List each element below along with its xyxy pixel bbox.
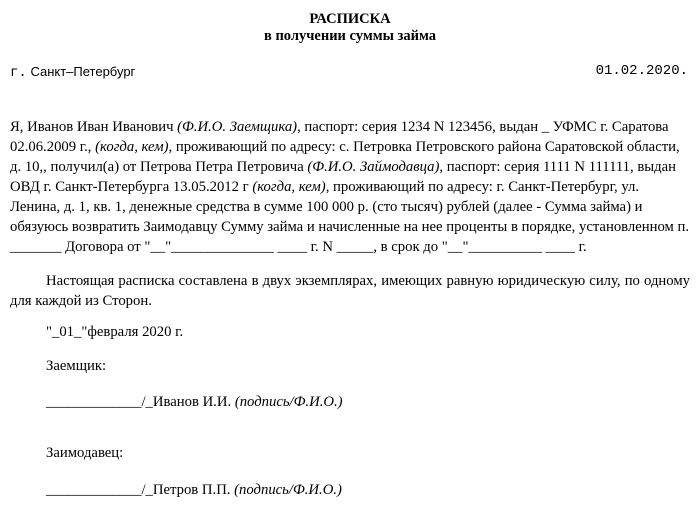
borrower-label: Заемщик:	[46, 358, 107, 374]
lender-signature: _____________/_Петров П.П.	[46, 482, 235, 498]
borrower-signature-hint: (подпись/Ф.И.О.)	[234, 394, 343, 410]
p1-part-e: , проживающий по адресу: г. Санкт-Петербург, ул. Ленина, д. 1, кв. 1, денежные средства в сумме 100 000 р. (сто тысяч) рублей (далее - Сумма займа) и обязуюсь возвратить Заимодавцу Сумму займа и начисленные на нее проценты в порядке, установленном п. _______ Договора от "__"______________ ____ г. N _____, в срок до "__"__________ ____ г.	[10, 179, 690, 255]
p1-part-d: , паспорт: серия 1111 N 111111, выдан ОВД г. Санкт-Петербурга 13.05.2012 г	[10, 159, 677, 195]
city-line	[10, 64, 135, 81]
borrower-signature: _____________/_Иванов И.И.	[46, 394, 235, 410]
lender-label: Заимодавец:	[46, 445, 124, 461]
hint-when-1: (когда, кем)	[95, 139, 169, 155]
document-date: 01.02.2020.	[595, 63, 688, 79]
city-name: Санкт–Петербург	[30, 64, 136, 79]
copies-paragraph: Настоящая расписка составлена в двух экземплярах, имеющих равную юридическую силу, по одному для каждой из Сторон.	[10, 273, 690, 309]
main-paragraph	[10, 117, 690, 257]
p1-part-b: , паспорт: серия 1234 N 123456, выдан _ УФМС г. Саратова 02.06.2009 г.,	[10, 119, 669, 155]
lender-signature-line	[46, 481, 342, 499]
hint-lender: (Ф.И.О. Займодавца)	[307, 159, 440, 175]
p1-part-c: , проживающий по адресу: с. Петровка Петровского района Саратовской области, д. 10,, получил(а) от Петрова Петра Петровича	[10, 139, 680, 175]
hint-borrower: (Ф.И.О. Заемщика)	[177, 119, 298, 135]
document-title: РАСПИСКА	[309, 11, 391, 27]
city-prefix: г.	[10, 65, 27, 81]
lender-signature-hint: (подпись/Ф.И.О.)	[234, 482, 342, 498]
signing-date: "_01_"февраля 2020 г.	[46, 324, 184, 340]
p1-part-a: Я, Иванов Иван Иванович	[10, 119, 178, 135]
hint-when-2: (когда, кем)	[252, 179, 326, 195]
document-subtitle: в получении суммы займа	[263, 28, 437, 44]
borrower-signature-line	[46, 393, 343, 411]
